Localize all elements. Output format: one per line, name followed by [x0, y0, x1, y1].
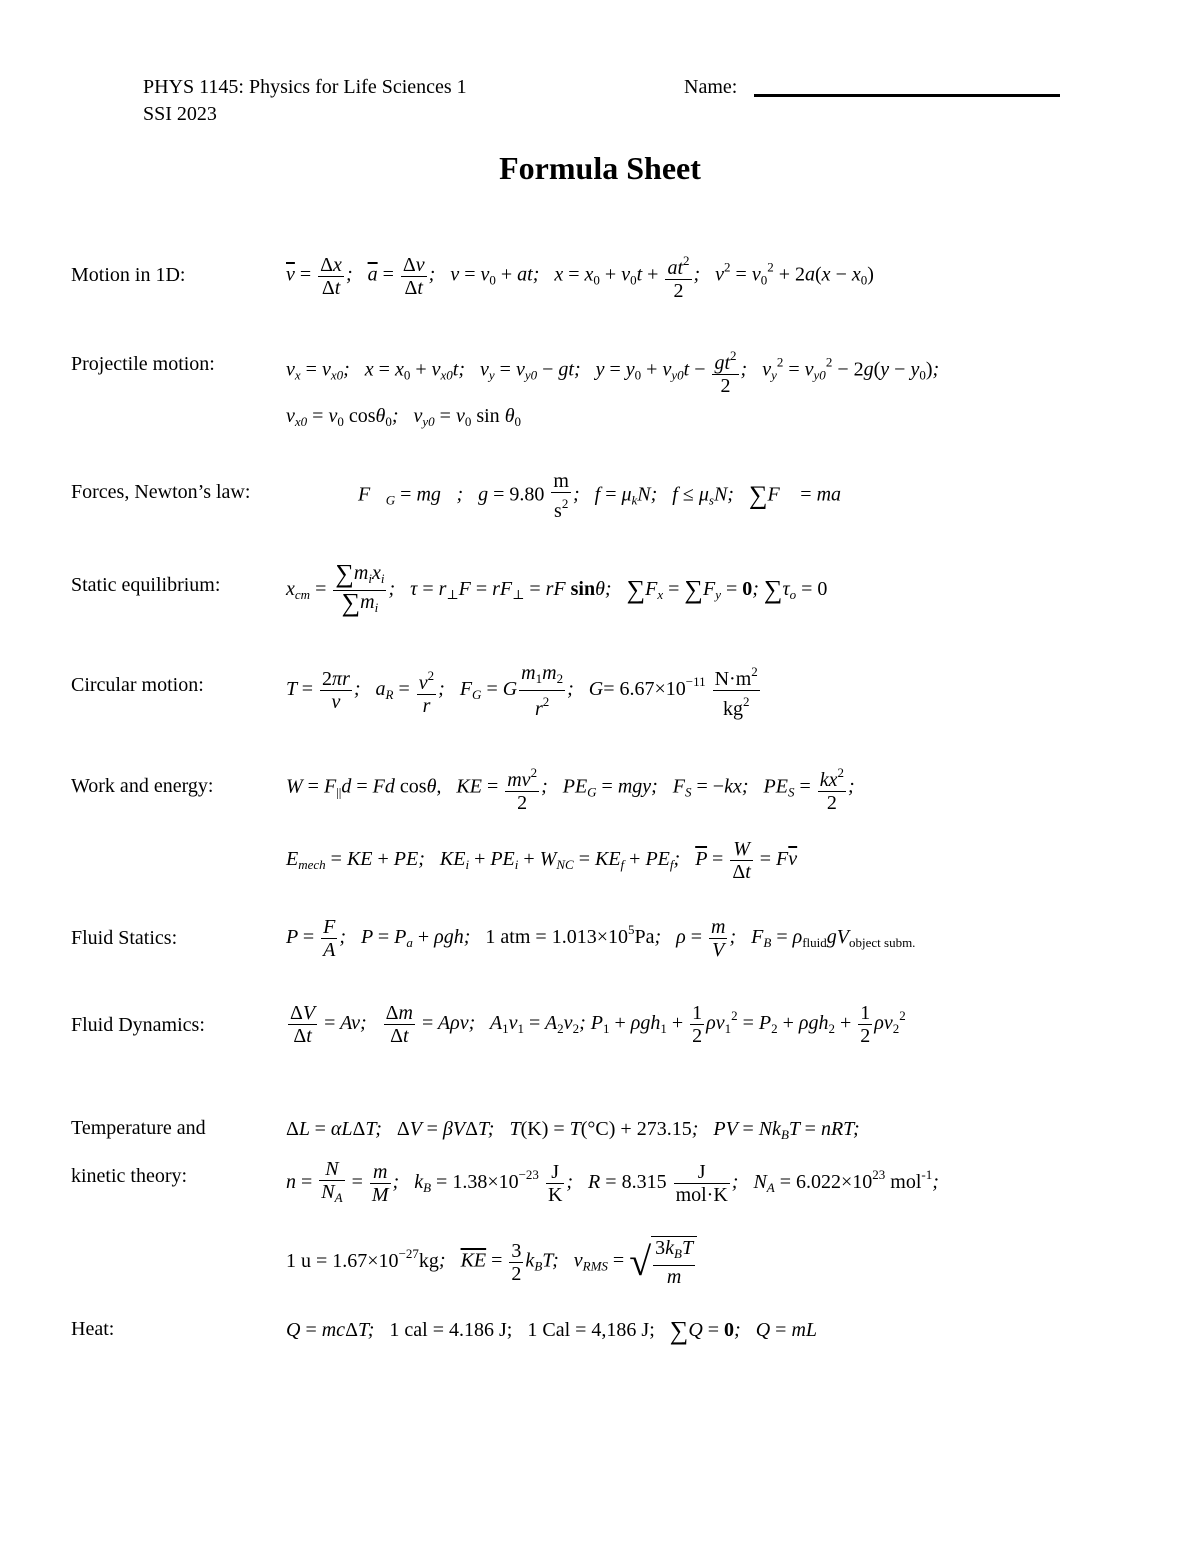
R-value: 8.315 [621, 1171, 667, 1194]
atm-value: 1 atm = 1.013×10 [485, 926, 628, 949]
formula-motion-1d: $\overline{v}$ = $\frac{\Delta x}{\Delta t}$ ; $\overline{a}$ = $\frac{\Delta v}{\Delta t}$ ; $v = v_0$ + at; $x = x_0 + v_0t$ + $\frac{at^2}{2}$ ; $v^2 = v_0^2 + 2a(x - x_0)$ [286, 250, 874, 302]
abs-zero-value: 273.15 [636, 1118, 692, 1140]
label-motion-1d: Motion in 1D: [71, 264, 186, 286]
formula-fluid-dynamics: $\frac{\Delta V}{\Delta t}$ = Av; $\frac{\Delta m}{\Delta t}$ = Aρv; $A_1v_1 = A_2v_2$; $P_1 + \rho gh_1$ + $\frac{1}{2}$ $\rho v_1^2 = P_2 + \rho gh_2$ + $\frac{1}{2}$ $\rho v_2^2$ [290, 1002, 906, 1047]
label-circular: Circular motion: [71, 674, 204, 696]
NA-exponent: 23 [872, 1167, 886, 1183]
formula-forces: $F⃗_G$ = mg⃗; g = 9.80 $\frac{m}{s^2}$ ; $f = \mu_kN$; $f \le \mu_sN$; ∑F⃗ = ma⃗ [358, 470, 857, 522]
u-exponent: −27 [398, 1245, 419, 1261]
label-projectile: Projectile motion: [71, 353, 215, 375]
label-temperature-1: Temperature and [71, 1117, 206, 1139]
label-fluid-dynamics: Fluid Dynamics: [71, 1014, 205, 1036]
label-temperature-2: kinetic theory: [71, 1165, 188, 1187]
formula-projectile-2: $v_{x0} = v_0$ cosθ$_0$; $v_{y0} = v_0$ $\sin \theta_0$ [286, 405, 522, 429]
label-static: Static equilibrium: [71, 574, 221, 596]
label-forces: Forces, Newton’s law: [71, 481, 251, 503]
formula-temperature-2: n = $\frac{N}{N_A}$ = $\frac{m}{M}$ ; $k_B = 1.38\times 10^{-23}$ $\frac{J}{K}$ ; R = 8.315 $\frac{J}{\text{mol·K}}$ ; $N_A = 6.022\times 10^{23}$ mol$^{-1}$; [286, 1158, 939, 1206]
kB-value: 1.38×10 [452, 1171, 519, 1194]
atm-exponent: 5 [627, 922, 635, 938]
formula-fluid-statics: P = $\frac{F}{A}$ ; $P = P_a + \rho gh$; 1 atm = $1.013\times 10^5Pa$; ρ = $\frac{m}{V}$ ; $F_B = \rho_{fluid}gV_{object subm.}$ [286, 916, 916, 961]
formula-work-1: $W = F_{||}d = Fd$ cosθ, KE = $\frac{mv^2}{2}$ ; $PE_G$ = mgy; $F_S = -kx$; $PE_S$ = $\frac{kx^2}{2}$ ; [286, 762, 855, 814]
page-title: Formula Sheet [499, 150, 701, 186]
u-value: 1 u = 1.67×10 [286, 1249, 399, 1272]
course-header [143, 74, 467, 128]
course-title: PHYS 1145: Physics for Life Sciences 1 [143, 76, 467, 98]
label-work: Work and energy: [71, 775, 214, 797]
G-exponent: −11 [685, 674, 706, 690]
G-value: 6.67×10 [619, 678, 686, 701]
kB-exponent: −23 [518, 1167, 539, 1183]
formula-heat: Q = mcΔT; 1 cal = 4.186 J; 1 Cal = 4,186 J; ∑Q = 0; Q = mL [286, 1316, 818, 1345]
NA-value: 6.022×10 [796, 1171, 873, 1194]
formula-static: $x_{cm}$ = $\frac{\sum m_ix_i}{\sum m_i}$ ; $\tau = r_\perp F = rF_\perp$ = rF sinθ; $\sum F_x = \sum F_y = 0$; $\sum\tau_o = 0$ [286, 559, 828, 617]
label-heat: Heat: [71, 1318, 115, 1340]
formula-temperature-3: 1 $u = 1.67\times 10^{-27}kg$; $\overline{KE}$ = $\frac{3}{2}$ $k_BT$; $v_{RMS}$ = √ $\frac{3k_BT}{m}$ [286, 1236, 697, 1288]
Cal-value: 1 Cal = 4,186 J; [527, 1319, 655, 1341]
formula-work-2: $E_{mech}$ = KE + PE; $KE_i + PE_i + W_{NC} = KE_f + PE_f$; $\overline{P}$ = $\frac{W}{\Delta t}$ = $F\overline{v}$ [286, 838, 798, 883]
g-value: 9.80 [509, 483, 545, 506]
name-field-line[interactable] [754, 94, 1060, 97]
cal-value: 1 cal = 4.186 J; [389, 1319, 513, 1341]
formula-circular: T = $\frac{2\pi r}{v}$ ; $a_R$ = $\frac{v^2}{r}$ ; $F_G = G$ $\frac{m_1m_2}{r^2}$ ; $G= 6.67\times 10^{-11}$ $\frac{N\cdot m^2}{kg^2}$ [286, 661, 758, 720]
formula-projectile-1: $v_x = v_{x0}$; $x = x_0 + v_{x0}t$; $v_y = v_{y0}$ − gt; $y = y_0 + v_{y0}t$ − $\frac{gt^2}{2}$ ; $v_y^2 = v_{y0}^2 - 2g(y - y_0)$; [286, 345, 939, 397]
course-term: SSI 2023 [143, 103, 217, 125]
name-label: Name: [684, 76, 738, 98]
formula-temperature-1: ΔL = αLΔT; ΔV = βVΔT; T(K) = T(°C) + 273.15; PV = $Nk_BT$ = nRT; [286, 1118, 860, 1142]
label-fluid-statics: Fluid Statics: [71, 927, 178, 949]
